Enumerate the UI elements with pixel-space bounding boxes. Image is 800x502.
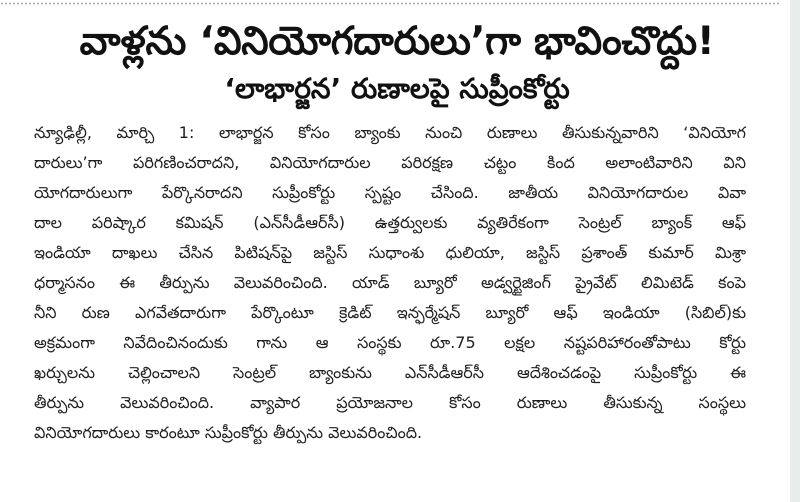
body-line: అక్రమంగా నివేదించినందుకు గాను ఆ సంస్థకు రూ.75 లక్షల నష్టపరిహారంతోపాటు కోర్టు [34, 333, 746, 352]
news-article [34, 16, 760, 448]
body-line: ఖర్చులను చెల్లించాలని సెంట్రల్ బ్యాంకును ఎన్‌సీడీఆర్‌సీ ఆదేశించడంపై సుప్రీంకోర్టు ఈ [34, 363, 746, 382]
body-line: ఇండియా దాఖలు చేసిన పిటిషన్‌పై జస్టిస్ సుధాంశు ధులియా, జస్టిస్ ప్రశాంత్ కుమార్ మిశ్రా [34, 243, 746, 262]
body-line: న్యూఢిల్లీ, మార్చి 1: లాభార్జన కోసం బ్యాంకు నుంచి రుణాలు తీసుకున్నవారిని ‘వినియోగ [34, 123, 746, 142]
body-line: ధర్మాసనం ఈ తీర్పును వెలువరించింది. యాడ్ బ్యూరో అడ్వర్టైజింగ్ ప్రైవేట్ లిమిటెడ్ కంపె [34, 273, 746, 292]
article-body [34, 118, 760, 448]
subheadline: ‘లాభార్జన’ రుణాలపై సుప్రీంకోర్టు [224, 72, 570, 105]
body-line: తీర్పును వెలువరించింది. వ్యాపార ప్రయోజనాల కోసం రుణాలు తీసుకున్న సంస్థలు [34, 393, 746, 412]
body-line: దారులు’గా పరిగణించరాదని, వినియోగదారుల పరిరక్షణ చట్టం కింద అలాంటివారిని విని [34, 153, 746, 172]
page-edge-strip [790, 0, 800, 502]
headline: వాళ్లను ‘వినియోగదారులు’గా భావించొద్దు! [79, 19, 715, 64]
top-dotted-rule [0, 2, 780, 5]
body-line: దాల పరిష్కార కమిషన్ (ఎన్‌సీడీఆర్‌సీ) ఉత్తర్వులకు వ్యతిరేకంగా సెంట్రల్ బ్యాంక్ ఆఫ్ [34, 213, 746, 232]
body-line: వినియోగదారులు కారంటూ సుప్రీంకోర్టు తీర్పును వెలువరించింది. [34, 423, 423, 442]
body-line: యోగదారులుగా పేర్కొనరాదని సుప్రీంకోర్టు స్పష్టం చేసింది. జాతీయ వినియోగదారుల వివా [34, 183, 746, 202]
body-line: నీని రుణ ఎగవేతదారుగా పేర్కొంటూ క్రెడిట్ ఇన్ఫర్మేషన్ బ్యూరో ఆఫ్ ఇండియా (సిబిల్)కు [34, 303, 746, 322]
